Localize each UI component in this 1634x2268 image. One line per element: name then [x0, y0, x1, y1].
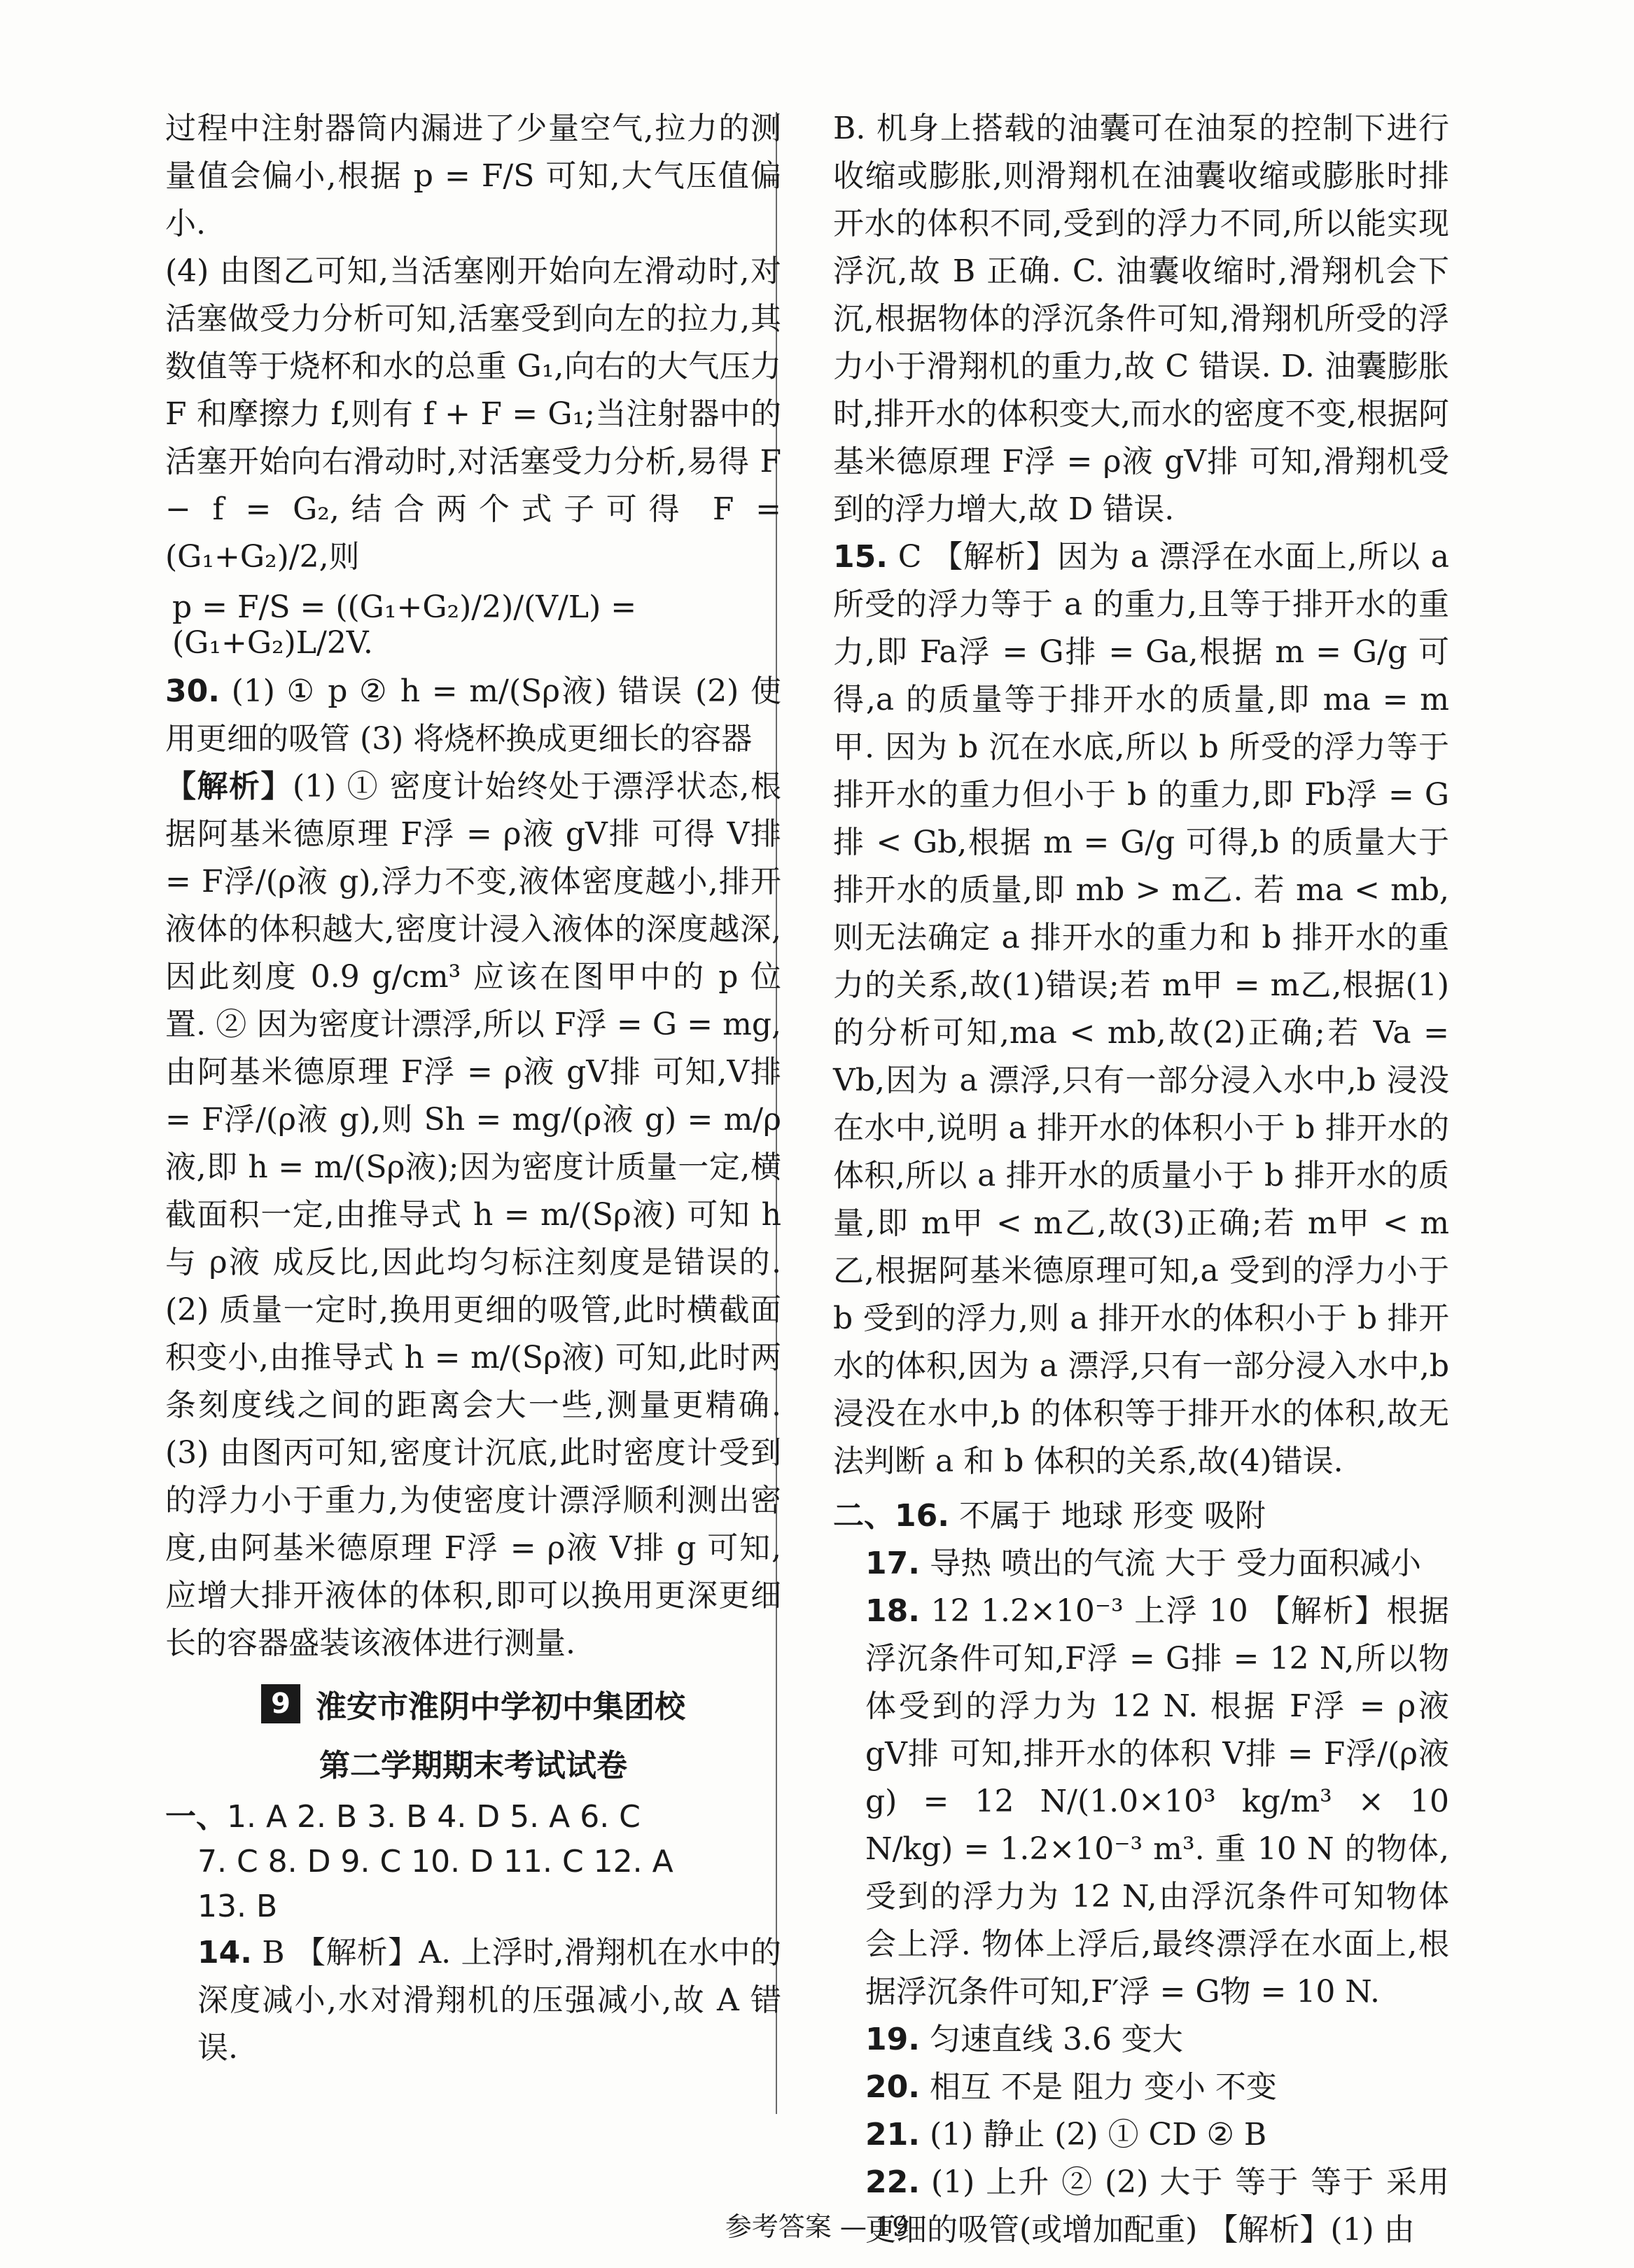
- q16-text: 不属于 地球 形变 吸附: [958, 1498, 1266, 1534]
- q22-text: (1) 上升 ② (2) 大于 等于 等于 采用更细的吸管(或增加配重) 【解析】(1) 由: [865, 2164, 1449, 2248]
- q16-answer: [833, 1492, 1449, 1540]
- q14-number: 14.: [197, 1935, 252, 1970]
- q18-number: 18.: [865, 1593, 920, 1629]
- q21-answer: [833, 2111, 1449, 2159]
- q30-text: (1) ① p ② h = m/(Sρ液) 错误 (2) 使用更细的吸管 (3) 将烧杯换成更细长的容器: [165, 673, 781, 757]
- q19-number: 19.: [865, 2022, 920, 2057]
- pressure-formula: p = F/S = ((G₁+G₂)/2)/(V/L) = (G₁+G₂)L/2V.: [172, 589, 637, 661]
- q20-answer: [833, 2064, 1449, 2111]
- page-footer: 参考答案 — 19: [725, 2211, 909, 2242]
- left-column: [165, 105, 781, 2072]
- exam-heading: [165, 1681, 781, 1726]
- q17-number: 17.: [865, 1546, 920, 1581]
- q20-number: 20.: [865, 2069, 920, 2105]
- q14-text: B 【解析】A. 上浮时,滑翔机在水中的深度减小,水对滑翔机的压强减小,故 A 错误.: [197, 1935, 781, 2066]
- q14-continued: B. 机身上搭载的油囊可在油泵的控制下进行收缩或膨胀,则滑翔机在油囊收缩或膨胀时排开水的体积不同,受到的浮力不同,所以能实现浮沉,故 B 正确. C. 油囊收缩时,滑翔机会下沉,根据物体的浮沉条件可知,滑翔机所受的浮力小于滑翔机的重力,故 C 错误. D. 油囊膨胀时,排开水的体积变大,而水的密度不变,根据阿基米德原理 F浮 = ρ液 gV排 可知,滑翔机受到的浮力增大,故 D 错误.: [833, 111, 1449, 527]
- q15-text: C 【解析】因为 a 漂浮在水面上,所以 a 所受的浮力等于 a 的重力,且等于排开水的重力,即 Fa浮 = G排 = Ga,根据 m = G/g 可得,a 的质量等于排开水的质量,即 ma = m甲. 因为 b 沉在水底,所以 b 所受的浮力等于排开水的重力但小于 b 的重力,即 Fb浮 = G排 < Gb,根据 m = G/g 可得,b 的质量大于排开水的质量,即 mb > m乙. 若 ma < mb,则无法确定 a 排开水的重力和 b 排开水的重力的关系,故(1)错误;若 m甲 = m乙,根据(1)的分析可知,ma < mb,故(2)正确;若 Va = Vb,因为 a 漂浮,只有一部分浸入水中,b 浸没在水中,说明 a 排开水的体积小于 b 排开水的体积,所以 a 排开水的质量小于 b 排开水的质量,即 m甲 < m乙,故(3)正确;若 m甲 < m乙,根据阿基米德原理可知,a 受到的浮力小于 b 受到的浮力,则 a 排开水的体积小于 b 排开水的体积,因为 a 漂浮,只有一部分浸入水中,b 浸没在水中,b 的体积等于排开水的体积,故无法判断 a 和 b 体积的关系,故(4)错误.: [833, 539, 1449, 1479]
- q19-text: 匀速直线 3.6 变大: [929, 2022, 1183, 2057]
- left-para-1: 过程中注射器筒内漏进了少量空气,拉力的测量值会偏小,根据 p = F/S 可知,大气压值偏小.: [165, 111, 781, 241]
- mc-answers: [165, 1795, 781, 1929]
- right-column: [833, 105, 1449, 2254]
- q30-analysis: [165, 763, 781, 1667]
- exam-title-school: 淮安市淮阴中学初中集团校: [316, 1689, 685, 1725]
- q30-analysis-text: (1) ① 密度计始终处于漂浮状态,根据阿基米德原理 F浮 = ρ液 gV排 可得 V排 = F浮/(ρ液 g),浮力不变,液体密度越小,排开液体的体积越大,密度计浸入液体的深度越深,因此刻度 0.9 g/cm³ 应该在图甲中的 p 位置. ② 因为密度计漂浮,所以 F浮 = G = mg,由阿基米德原理 F浮 = ρ液 gV排 可知,V排 = F浮/(ρ液 g),则 Sh = mg/(ρ液 g) = m/ρ液,即 h = m/(Sρ液);因为密度计质量一定,横截面积一定,由推导式 h = m/(Sρ液) 可知 h 与 ρ液 成反比,因此均匀标注刻度是错误的. (2) 质量一定时,换用更细的吸管,此时横截面积变小,由推导式 h = m/(Sρ液) 可知,此时两条刻度线之间的距离会大一些,测量更精确. (3) 由图丙可知,密度计沉底,此时密度计受到的浮力小于重力,为使密度计漂浮顺利测出密度,由阿基米德原理 F浮 = ρ液 V排 g 可知,应增大排开液体的体积,即可以换用更深更细长的容器盛装该液体进行测量.: [165, 769, 781, 1661]
- q21-text: (1) 静止 (2) ① CD ② B: [929, 2117, 1267, 2152]
- section-two-label: 二、: [833, 1498, 895, 1534]
- q16-number: 16.: [895, 1498, 949, 1534]
- q17-answer: [833, 1540, 1449, 1588]
- section-one-label: 一、: [165, 1799, 227, 1835]
- mc-line-3: 13. B: [197, 1889, 278, 1924]
- q14-answer: [165, 1929, 781, 2072]
- q19-answer: [833, 2016, 1449, 2064]
- q17-text: 导热 喷出的气流 大于 受力面积减小: [929, 1546, 1421, 1581]
- mc-line-1: [165, 1795, 781, 1840]
- q30-answer: [165, 668, 781, 763]
- q15-number: 15.: [833, 539, 888, 575]
- q18-answer: [833, 1588, 1449, 2016]
- exam-number-badge: 9: [261, 1684, 300, 1723]
- exam-title-term: 第二学期期末考试试卷: [319, 1748, 627, 1784]
- q21-number: 21.: [865, 2117, 920, 2152]
- mc-line-2: 7. C 8. D 9. C 10. D 11. C 12. A: [197, 1844, 673, 1879]
- q15-answer: [833, 533, 1449, 1485]
- q30-number: 30.: [165, 673, 220, 709]
- mc-line-1-text: 1. A 2. B 3. B 4. D 5. A 6. C: [227, 1799, 641, 1835]
- q22-number: 22.: [865, 2164, 920, 2200]
- left-para-2: (4) 由图乙可知,当活塞刚开始向左滑动时,对活塞做受力分析可知,活塞受到向左的拉力,其数值等于烧杯和水的总重 G₁,向右的大气压力 F 和摩擦力 f,则有 f + F = G₁;当注射器中的活塞开始向右滑动时,对活塞受力分析,易得 F − f = G₂,结合两个式子可得 F = (G₁+G₂)/2,则: [165, 253, 781, 575]
- q20-text: 相互 不是 阻力 变小 不变: [929, 2069, 1277, 2105]
- q18-text: 12 1.2×10⁻³ 上浮 10 【解析】根据浮沉条件可知,F浮 = G排 = 12 N,所以物体受到的浮力为 12 N. 根据 F浮 = ρ液 gV排 可知,排开水的体积 V排 = F浮/(ρ液 g) = 12 N/(1.0×10³ kg/m³ × 10 N/kg) = 1.2×10⁻³ m³. 重 10 N 的物体,受到的浮力为 12 N,由浮沉条件可知物体会上浮. 物体上浮后,最终漂浮在水面上,根据浮沉条件可知,F′浮 = G物 = 10 N.: [865, 1593, 1449, 2010]
- analysis-tag: 【解析】: [165, 769, 293, 804]
